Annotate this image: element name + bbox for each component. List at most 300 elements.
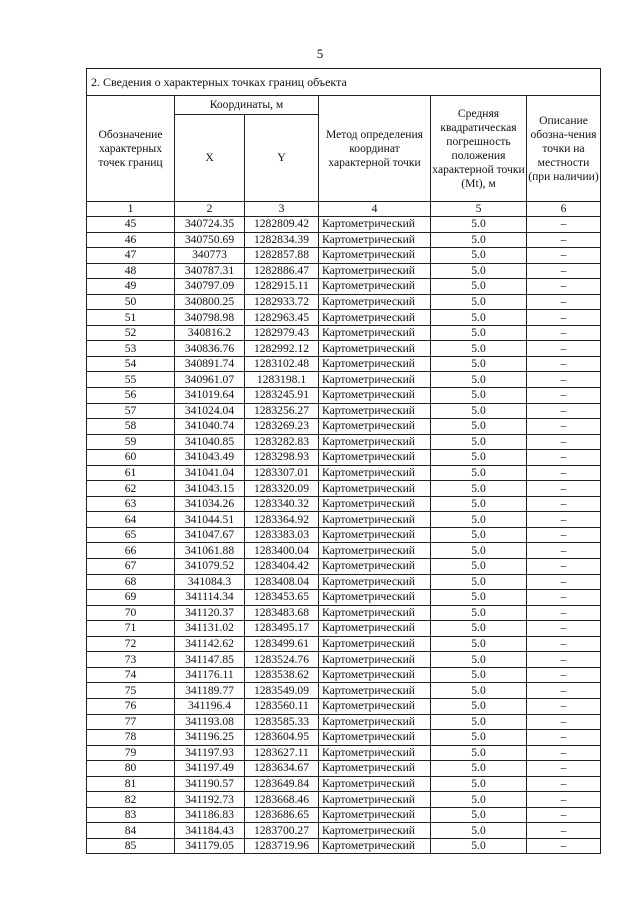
y-coordinate: 1283560.11 bbox=[245, 698, 319, 714]
method-cell: Картометрический bbox=[319, 310, 431, 326]
description-cell: – bbox=[527, 481, 601, 497]
x-coordinate: 340750.69 bbox=[175, 232, 245, 248]
point-number: 45 bbox=[87, 217, 175, 233]
table-row bbox=[87, 341, 601, 357]
x-coordinate: 341142.62 bbox=[175, 636, 245, 652]
description-cell: – bbox=[527, 807, 601, 823]
y-coordinate: 1283383.03 bbox=[245, 527, 319, 543]
point-number: 48 bbox=[87, 263, 175, 279]
description-cell: – bbox=[527, 574, 601, 590]
accuracy-cell: 5.0 bbox=[431, 263, 527, 279]
description-cell: – bbox=[527, 232, 601, 248]
method-cell: Картометрический bbox=[319, 714, 431, 730]
description-cell: – bbox=[527, 527, 601, 543]
description-cell: – bbox=[527, 761, 601, 777]
method-cell: Картометрический bbox=[319, 590, 431, 606]
table-row bbox=[87, 776, 601, 792]
method-cell: Картометрический bbox=[319, 838, 431, 854]
description-cell: – bbox=[527, 496, 601, 512]
description-cell: – bbox=[527, 450, 601, 466]
point-number: 51 bbox=[87, 310, 175, 326]
point-number: 71 bbox=[87, 621, 175, 637]
description-cell: – bbox=[527, 325, 601, 341]
x-coordinate: 341147.85 bbox=[175, 652, 245, 668]
description-cell: – bbox=[527, 683, 601, 699]
y-coordinate: 1283198.1 bbox=[245, 372, 319, 388]
y-coordinate: 1283634.67 bbox=[245, 761, 319, 777]
boundary-points-table bbox=[86, 68, 601, 854]
method-cell: Картометрический bbox=[319, 683, 431, 699]
x-coordinate: 341193.08 bbox=[175, 714, 245, 730]
x-coordinate: 341043.49 bbox=[175, 450, 245, 466]
y-coordinate: 1283298.93 bbox=[245, 450, 319, 466]
description-cell: – bbox=[527, 388, 601, 404]
accuracy-cell: 5.0 bbox=[431, 496, 527, 512]
x-coordinate: 341120.37 bbox=[175, 605, 245, 621]
method-cell: Картометрический bbox=[319, 730, 431, 746]
method-cell: Картометрический bbox=[319, 823, 431, 839]
description-cell: – bbox=[527, 559, 601, 575]
y-coordinate: 1283269.23 bbox=[245, 419, 319, 435]
description-cell: – bbox=[527, 434, 601, 450]
y-coordinate: 1283719.96 bbox=[245, 838, 319, 854]
method-cell: Картометрический bbox=[319, 403, 431, 419]
table-row bbox=[87, 279, 601, 295]
point-number: 78 bbox=[87, 730, 175, 746]
table-row bbox=[87, 263, 601, 279]
accuracy-cell: 5.0 bbox=[431, 512, 527, 528]
x-coordinate: 341084.3 bbox=[175, 574, 245, 590]
table-row bbox=[87, 636, 601, 652]
method-cell: Картометрический bbox=[319, 372, 431, 388]
method-cell: Картометрический bbox=[319, 217, 431, 233]
point-number: 56 bbox=[87, 388, 175, 404]
header-method: Метод определения координат характерной точки bbox=[319, 96, 431, 202]
y-coordinate: 1283627.11 bbox=[245, 745, 319, 761]
y-coordinate: 1283700.27 bbox=[245, 823, 319, 839]
x-coordinate: 341061.88 bbox=[175, 543, 245, 559]
x-coordinate: 341131.02 bbox=[175, 621, 245, 637]
description-cell: – bbox=[527, 792, 601, 808]
x-coordinate: 341024.04 bbox=[175, 403, 245, 419]
table-row bbox=[87, 434, 601, 450]
y-coordinate: 1282857.88 bbox=[245, 248, 319, 264]
table-row bbox=[87, 792, 601, 808]
method-cell: Картометрический bbox=[319, 325, 431, 341]
method-cell: Картометрический bbox=[319, 232, 431, 248]
accuracy-cell: 5.0 bbox=[431, 450, 527, 466]
section-title: 2. Сведения о характерных точках границ объекта bbox=[87, 69, 601, 96]
y-coordinate: 1283649.84 bbox=[245, 776, 319, 792]
accuracy-cell: 5.0 bbox=[431, 434, 527, 450]
description-cell: – bbox=[527, 621, 601, 637]
x-coordinate: 340961.07 bbox=[175, 372, 245, 388]
description-cell: – bbox=[527, 310, 601, 326]
accuracy-cell: 5.0 bbox=[431, 807, 527, 823]
header-x: X bbox=[175, 115, 245, 202]
x-coordinate: 341041.04 bbox=[175, 465, 245, 481]
accuracy-cell: 5.0 bbox=[431, 698, 527, 714]
point-number: 81 bbox=[87, 776, 175, 792]
table-row bbox=[87, 574, 601, 590]
y-coordinate: 1282834.39 bbox=[245, 232, 319, 248]
y-coordinate: 1283495.17 bbox=[245, 621, 319, 637]
x-coordinate: 340798.98 bbox=[175, 310, 245, 326]
method-cell: Картометрический bbox=[319, 434, 431, 450]
accuracy-cell: 5.0 bbox=[431, 838, 527, 854]
method-cell: Картометрический bbox=[319, 263, 431, 279]
table-row bbox=[87, 590, 601, 606]
table-row bbox=[87, 823, 601, 839]
y-coordinate: 1282809.42 bbox=[245, 217, 319, 233]
description-cell: – bbox=[527, 636, 601, 652]
method-cell: Картометрический bbox=[319, 776, 431, 792]
table-row bbox=[87, 356, 601, 372]
column-number: 2 bbox=[175, 202, 245, 217]
accuracy-cell: 5.0 bbox=[431, 761, 527, 777]
accuracy-cell: 5.0 bbox=[431, 792, 527, 808]
x-coordinate: 341040.74 bbox=[175, 419, 245, 435]
point-number: 69 bbox=[87, 590, 175, 606]
description-cell: – bbox=[527, 838, 601, 854]
method-cell: Картометрический bbox=[319, 807, 431, 823]
description-cell: – bbox=[527, 714, 601, 730]
x-coordinate: 341184.43 bbox=[175, 823, 245, 839]
method-cell: Картометрический bbox=[319, 605, 431, 621]
header-coordinates: Координаты, м bbox=[175, 96, 319, 115]
point-number: 73 bbox=[87, 652, 175, 668]
header-accuracy: Средняя квадратическая погрешность положения характерной точки (Mt), м bbox=[431, 96, 527, 202]
description-cell: – bbox=[527, 698, 601, 714]
y-coordinate: 1283320.09 bbox=[245, 481, 319, 497]
point-number: 59 bbox=[87, 434, 175, 450]
method-cell: Картометрический bbox=[319, 356, 431, 372]
table-row bbox=[87, 217, 601, 233]
description-cell: – bbox=[527, 745, 601, 761]
method-cell: Картометрический bbox=[319, 450, 431, 466]
point-number: 67 bbox=[87, 559, 175, 575]
accuracy-cell: 5.0 bbox=[431, 714, 527, 730]
table-row bbox=[87, 652, 601, 668]
point-number: 58 bbox=[87, 419, 175, 435]
x-coordinate: 340891.74 bbox=[175, 356, 245, 372]
table-row bbox=[87, 683, 601, 699]
method-cell: Картометрический bbox=[319, 496, 431, 512]
accuracy-cell: 5.0 bbox=[431, 481, 527, 497]
description-cell: – bbox=[527, 341, 601, 357]
point-number: 50 bbox=[87, 294, 175, 310]
y-coordinate: 1283307.01 bbox=[245, 465, 319, 481]
description-cell: – bbox=[527, 356, 601, 372]
accuracy-cell: 5.0 bbox=[431, 605, 527, 621]
column-numbers-row bbox=[87, 202, 601, 217]
table-row bbox=[87, 232, 601, 248]
point-number: 84 bbox=[87, 823, 175, 839]
accuracy-cell: 5.0 bbox=[431, 325, 527, 341]
x-coordinate: 341114.34 bbox=[175, 590, 245, 606]
accuracy-cell: 5.0 bbox=[431, 745, 527, 761]
point-number: 65 bbox=[87, 527, 175, 543]
table-row bbox=[87, 512, 601, 528]
accuracy-cell: 5.0 bbox=[431, 310, 527, 326]
point-number: 80 bbox=[87, 761, 175, 777]
y-coordinate: 1283686.65 bbox=[245, 807, 319, 823]
point-number: 75 bbox=[87, 683, 175, 699]
method-cell: Картометрический bbox=[319, 465, 431, 481]
y-coordinate: 1283245.91 bbox=[245, 388, 319, 404]
accuracy-cell: 5.0 bbox=[431, 590, 527, 606]
table-row bbox=[87, 559, 601, 575]
description-cell: – bbox=[527, 512, 601, 528]
x-coordinate: 341034.26 bbox=[175, 496, 245, 512]
x-coordinate: 341190.57 bbox=[175, 776, 245, 792]
accuracy-cell: 5.0 bbox=[431, 621, 527, 637]
y-coordinate: 1283538.62 bbox=[245, 667, 319, 683]
point-number: 61 bbox=[87, 465, 175, 481]
table-row bbox=[87, 621, 601, 637]
x-coordinate: 341192.73 bbox=[175, 792, 245, 808]
method-cell: Картометрический bbox=[319, 481, 431, 497]
table-row bbox=[87, 745, 601, 761]
description-cell: – bbox=[527, 248, 601, 264]
point-number: 72 bbox=[87, 636, 175, 652]
description-cell: – bbox=[527, 776, 601, 792]
x-coordinate: 341079.52 bbox=[175, 559, 245, 575]
accuracy-cell: 5.0 bbox=[431, 356, 527, 372]
table-row bbox=[87, 388, 601, 404]
table-row bbox=[87, 465, 601, 481]
y-coordinate: 1282886.47 bbox=[245, 263, 319, 279]
point-number: 77 bbox=[87, 714, 175, 730]
accuracy-cell: 5.0 bbox=[431, 279, 527, 295]
table-row bbox=[87, 714, 601, 730]
column-number: 1 bbox=[87, 202, 175, 217]
x-coordinate: 341186.83 bbox=[175, 807, 245, 823]
x-coordinate: 341179.05 bbox=[175, 838, 245, 854]
y-coordinate: 1283102.48 bbox=[245, 356, 319, 372]
y-coordinate: 1282979.43 bbox=[245, 325, 319, 341]
table-row bbox=[87, 698, 601, 714]
y-coordinate: 1283282.83 bbox=[245, 434, 319, 450]
accuracy-cell: 5.0 bbox=[431, 730, 527, 746]
point-number: 57 bbox=[87, 403, 175, 419]
description-cell: – bbox=[527, 730, 601, 746]
description-cell: – bbox=[527, 605, 601, 621]
y-coordinate: 1282963.45 bbox=[245, 310, 319, 326]
description-cell: – bbox=[527, 465, 601, 481]
y-coordinate: 1283400.04 bbox=[245, 543, 319, 559]
y-coordinate: 1283585.33 bbox=[245, 714, 319, 730]
accuracy-cell: 5.0 bbox=[431, 776, 527, 792]
method-cell: Картометрический bbox=[319, 388, 431, 404]
y-coordinate: 1283453.65 bbox=[245, 590, 319, 606]
y-coordinate: 1283524.76 bbox=[245, 652, 319, 668]
x-coordinate: 340836.76 bbox=[175, 341, 245, 357]
accuracy-cell: 5.0 bbox=[431, 652, 527, 668]
accuracy-cell: 5.0 bbox=[431, 217, 527, 233]
method-cell: Картометрический bbox=[319, 341, 431, 357]
column-number: 4 bbox=[319, 202, 431, 217]
table-row bbox=[87, 667, 601, 683]
y-coordinate: 1283549.09 bbox=[245, 683, 319, 699]
point-number: 76 bbox=[87, 698, 175, 714]
accuracy-cell: 5.0 bbox=[431, 419, 527, 435]
table-row bbox=[87, 248, 601, 264]
table-row bbox=[87, 372, 601, 388]
table-row bbox=[87, 481, 601, 497]
y-coordinate: 1282915.11 bbox=[245, 279, 319, 295]
column-number: 3 bbox=[245, 202, 319, 217]
method-cell: Картометрический bbox=[319, 745, 431, 761]
x-coordinate: 341197.49 bbox=[175, 761, 245, 777]
header-description: Описание обозна-чения точки на местности (при наличии) bbox=[527, 96, 601, 202]
point-number: 63 bbox=[87, 496, 175, 512]
table-row bbox=[87, 325, 601, 341]
y-coordinate: 1283483.68 bbox=[245, 605, 319, 621]
method-cell: Картометрический bbox=[319, 279, 431, 295]
page-number: 5 bbox=[316, 46, 324, 61]
method-cell: Картометрический bbox=[319, 621, 431, 637]
description-cell: – bbox=[527, 403, 601, 419]
method-cell: Картометрический bbox=[319, 636, 431, 652]
table-row bbox=[87, 605, 601, 621]
table-row bbox=[87, 310, 601, 326]
method-cell: Картометрический bbox=[319, 543, 431, 559]
x-coordinate: 340816.2 bbox=[175, 325, 245, 341]
y-coordinate: 1283499.61 bbox=[245, 636, 319, 652]
accuracy-cell: 5.0 bbox=[431, 683, 527, 699]
description-cell: – bbox=[527, 419, 601, 435]
table-row bbox=[87, 838, 601, 854]
accuracy-cell: 5.0 bbox=[431, 527, 527, 543]
x-coordinate: 341196.25 bbox=[175, 730, 245, 746]
method-cell: Картометрический bbox=[319, 294, 431, 310]
table-row bbox=[87, 419, 601, 435]
description-cell: – bbox=[527, 279, 601, 295]
description-cell: – bbox=[527, 217, 601, 233]
accuracy-cell: 5.0 bbox=[431, 232, 527, 248]
x-coordinate: 340787.31 bbox=[175, 263, 245, 279]
x-coordinate: 341019.64 bbox=[175, 388, 245, 404]
description-cell: – bbox=[527, 590, 601, 606]
x-coordinate: 340773 bbox=[175, 248, 245, 264]
accuracy-cell: 5.0 bbox=[431, 403, 527, 419]
table-row bbox=[87, 450, 601, 466]
point-number: 64 bbox=[87, 512, 175, 528]
table-row bbox=[87, 496, 601, 512]
method-cell: Картометрический bbox=[319, 574, 431, 590]
accuracy-cell: 5.0 bbox=[431, 294, 527, 310]
accuracy-cell: 5.0 bbox=[431, 636, 527, 652]
x-coordinate: 341196.4 bbox=[175, 698, 245, 714]
point-number: 74 bbox=[87, 667, 175, 683]
x-coordinate: 341040.85 bbox=[175, 434, 245, 450]
point-number: 54 bbox=[87, 356, 175, 372]
point-number: 79 bbox=[87, 745, 175, 761]
table-row bbox=[87, 730, 601, 746]
point-number: 49 bbox=[87, 279, 175, 295]
y-coordinate: 1283604.95 bbox=[245, 730, 319, 746]
x-coordinate: 341197.93 bbox=[175, 745, 245, 761]
header-designation: Обозначение характерных точек границ bbox=[87, 96, 175, 202]
point-number: 55 bbox=[87, 372, 175, 388]
description-cell: – bbox=[527, 372, 601, 388]
y-coordinate: 1283408.04 bbox=[245, 574, 319, 590]
table-row bbox=[87, 527, 601, 543]
point-number: 47 bbox=[87, 248, 175, 264]
y-coordinate: 1283404.42 bbox=[245, 559, 319, 575]
accuracy-cell: 5.0 bbox=[431, 559, 527, 575]
table-row bbox=[87, 761, 601, 777]
x-coordinate: 341189.77 bbox=[175, 683, 245, 699]
description-cell: – bbox=[527, 652, 601, 668]
description-cell: – bbox=[527, 263, 601, 279]
description-cell: – bbox=[527, 294, 601, 310]
x-coordinate: 340724.35 bbox=[175, 217, 245, 233]
accuracy-cell: 5.0 bbox=[431, 823, 527, 839]
method-cell: Картометрический bbox=[319, 419, 431, 435]
y-coordinate: 1283668.46 bbox=[245, 792, 319, 808]
method-cell: Картометрический bbox=[319, 792, 431, 808]
method-cell: Картометрический bbox=[319, 512, 431, 528]
point-number: 53 bbox=[87, 341, 175, 357]
table-row bbox=[87, 403, 601, 419]
point-number: 83 bbox=[87, 807, 175, 823]
description-cell: – bbox=[527, 543, 601, 559]
x-coordinate: 341047.67 bbox=[175, 527, 245, 543]
point-number: 82 bbox=[87, 792, 175, 808]
accuracy-cell: 5.0 bbox=[431, 574, 527, 590]
accuracy-cell: 5.0 bbox=[431, 543, 527, 559]
accuracy-cell: 5.0 bbox=[431, 465, 527, 481]
point-number: 68 bbox=[87, 574, 175, 590]
point-number: 70 bbox=[87, 605, 175, 621]
accuracy-cell: 5.0 bbox=[431, 372, 527, 388]
x-coordinate: 340800.25 bbox=[175, 294, 245, 310]
point-number: 60 bbox=[87, 450, 175, 466]
x-coordinate: 341176.11 bbox=[175, 667, 245, 683]
description-cell: – bbox=[527, 667, 601, 683]
table-row bbox=[87, 807, 601, 823]
accuracy-cell: 5.0 bbox=[431, 667, 527, 683]
x-coordinate: 341044.51 bbox=[175, 512, 245, 528]
method-cell: Картометрический bbox=[319, 652, 431, 668]
point-number: 62 bbox=[87, 481, 175, 497]
method-cell: Картометрический bbox=[319, 527, 431, 543]
column-number: 5 bbox=[431, 202, 527, 217]
y-coordinate: 1282992.12 bbox=[245, 341, 319, 357]
point-number: 46 bbox=[87, 232, 175, 248]
point-number: 85 bbox=[87, 838, 175, 854]
method-cell: Картометрический bbox=[319, 698, 431, 714]
y-coordinate: 1283340.32 bbox=[245, 496, 319, 512]
column-number: 6 bbox=[527, 202, 601, 217]
accuracy-cell: 5.0 bbox=[431, 388, 527, 404]
x-coordinate: 341043.15 bbox=[175, 481, 245, 497]
accuracy-cell: 5.0 bbox=[431, 248, 527, 264]
x-coordinate: 340797.09 bbox=[175, 279, 245, 295]
header-y: Y bbox=[245, 115, 319, 202]
y-coordinate: 1283256.27 bbox=[245, 403, 319, 419]
table-row bbox=[87, 543, 601, 559]
description-cell: – bbox=[527, 823, 601, 839]
point-number: 52 bbox=[87, 325, 175, 341]
accuracy-cell: 5.0 bbox=[431, 341, 527, 357]
method-cell: Картометрический bbox=[319, 559, 431, 575]
method-cell: Картометрический bbox=[319, 667, 431, 683]
method-cell: Картометрический bbox=[319, 761, 431, 777]
method-cell: Картометрический bbox=[319, 248, 431, 264]
